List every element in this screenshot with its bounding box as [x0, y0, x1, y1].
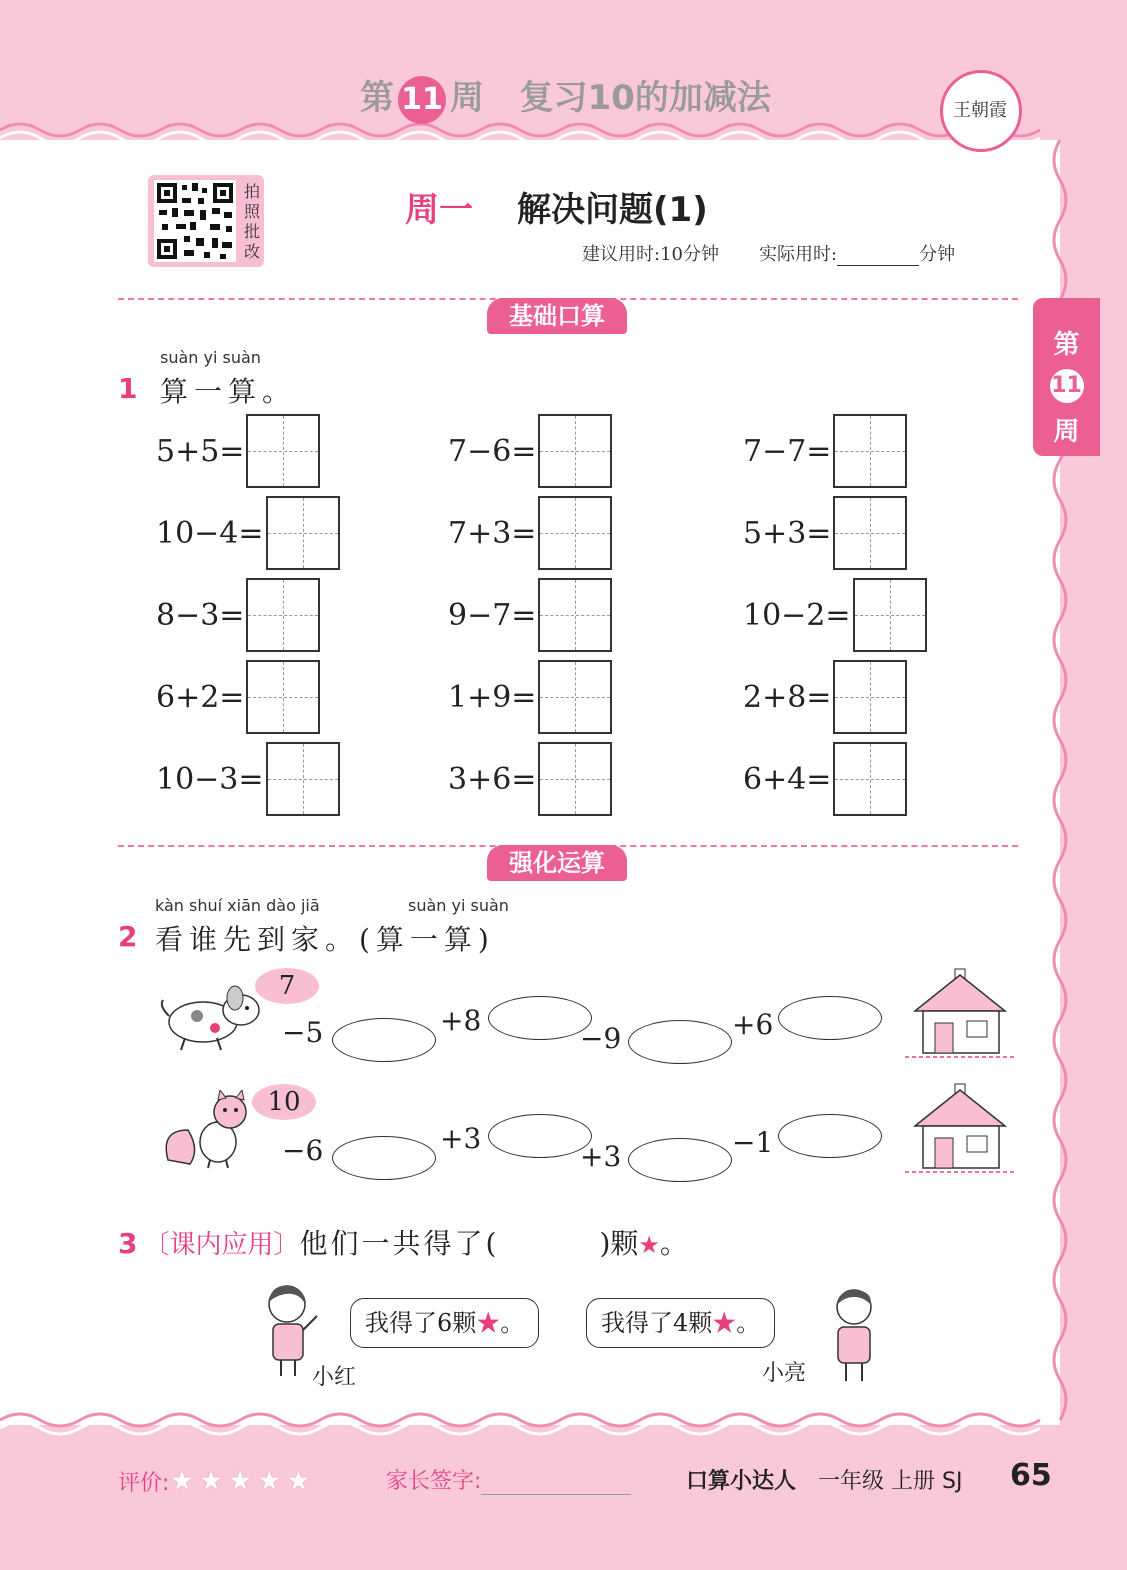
- equation-item: [156, 660, 320, 734]
- star-icon: ★: [712, 1309, 737, 1337]
- equation-text: 8−3=: [156, 597, 245, 633]
- left-speech-bubble: [350, 1298, 539, 1348]
- answer-box[interactable]: [833, 496, 907, 570]
- brand-logo-text: 王朝霞: [953, 100, 1007, 121]
- week-header: [360, 70, 771, 124]
- answer-box[interactable]: [833, 414, 907, 488]
- equation-item: [448, 742, 612, 816]
- operation-label: +3: [440, 1122, 482, 1155]
- question-2-text: 看谁先到家。(算一算): [155, 923, 495, 956]
- answer-oval[interactable]: [488, 1114, 592, 1158]
- equation-text: 7+3=: [448, 515, 537, 551]
- question-3-number: 3: [118, 1227, 138, 1260]
- qr-label: 拍照批改: [244, 182, 261, 261]
- equation-item: [743, 660, 907, 734]
- left-speech-period: 。: [500, 1309, 525, 1337]
- answer-box[interactable]: [266, 742, 340, 816]
- fox-icon: [160, 1090, 265, 1170]
- answer-box[interactable]: [246, 414, 320, 488]
- equation-text: 5+3=: [743, 515, 832, 551]
- star-icon: ★: [638, 1231, 660, 1259]
- equation-text: 9−7=: [448, 597, 537, 633]
- equation-text: 7−6=: [448, 433, 537, 469]
- operation-label: −6: [282, 1134, 324, 1167]
- start-number-bubble: 10: [252, 1084, 316, 1120]
- equation-text: 1+9=: [448, 679, 537, 715]
- house-icon: [905, 965, 1015, 1065]
- book-grade: 一年级 上册 SJ: [818, 1469, 963, 1494]
- right-child-name: 小亮: [762, 1361, 807, 1386]
- equation-item: [448, 414, 612, 488]
- equation-item: [156, 742, 340, 816]
- equation-text: 3+6=: [448, 761, 537, 797]
- section-tab-basic: 基础口算: [487, 298, 627, 334]
- question-3-period: 。: [659, 1227, 688, 1260]
- answer-oval[interactable]: [628, 1020, 732, 1064]
- equation-text: 10−2=: [743, 597, 851, 633]
- week-suffix: 周: [450, 78, 484, 118]
- week-prefix: 第: [360, 78, 394, 118]
- question-3-text-end: )颗: [599, 1227, 639, 1260]
- answer-box[interactable]: [833, 742, 907, 816]
- parent-sign-blank[interactable]: [481, 1474, 631, 1495]
- right-speech-period: 。: [736, 1309, 761, 1337]
- side-week-tab: [1033, 298, 1100, 456]
- equation-text: 10−3=: [156, 761, 264, 797]
- equation-item: [156, 578, 320, 652]
- rating: [118, 1464, 315, 1497]
- week-title: 复习10的加减法: [519, 78, 771, 118]
- suggested-time: 建议用时:10分钟: [582, 244, 719, 265]
- parent-signature: [386, 1464, 631, 1495]
- question-3-line: [118, 1222, 688, 1262]
- answer-box[interactable]: [538, 660, 612, 734]
- left-child-name: 小红: [312, 1365, 357, 1390]
- answer-oval[interactable]: [628, 1138, 732, 1182]
- question-1-pinyin: suàn yi suàn: [160, 348, 261, 367]
- operation-label: +6: [732, 1008, 774, 1041]
- right-speech-bubble: [586, 1298, 775, 1348]
- answer-box[interactable]: [833, 660, 907, 734]
- question-2-pinyin-1: kàn shuí xiān dào jiā: [155, 896, 320, 915]
- question-3-tag: 〔课内应用〕: [143, 1230, 300, 1260]
- answer-box[interactable]: [538, 742, 612, 816]
- side-tab-bottom: 周: [1053, 417, 1080, 447]
- equation-item: [743, 496, 907, 570]
- actual-time-blank[interactable]: [837, 247, 919, 266]
- equation-item: [448, 496, 612, 570]
- qr-code-icon[interactable]: [154, 180, 236, 262]
- left-speech-text: 我得了6颗: [365, 1309, 477, 1337]
- equation-item: [743, 578, 927, 652]
- side-tab-top: 第: [1053, 330, 1080, 360]
- house-icon: [905, 1080, 1015, 1180]
- operation-label: −9: [580, 1022, 622, 1055]
- equation-text: 6+4=: [743, 761, 832, 797]
- rating-stars[interactable]: ★★★★★: [169, 1464, 315, 1497]
- side-tab-number: 11: [1050, 369, 1084, 403]
- equation-item: [743, 742, 907, 816]
- answer-oval[interactable]: [778, 996, 882, 1040]
- equation-text: 5+5=: [156, 433, 245, 469]
- equation-item: [156, 496, 340, 570]
- week-number-badge: 11: [398, 76, 446, 124]
- start-number-bubble: 7: [255, 968, 319, 1004]
- time-line: [582, 240, 955, 266]
- answer-oval[interactable]: [332, 1136, 436, 1180]
- boy-icon: [818, 1285, 888, 1385]
- bottom-wave-border: [0, 1400, 1127, 1450]
- operation-label: −1: [732, 1126, 774, 1159]
- parent-sign-label: 家长签字:: [386, 1469, 482, 1494]
- minutes-label: 分钟: [919, 244, 956, 265]
- answer-oval[interactable]: [778, 1114, 882, 1158]
- answer-box[interactable]: [246, 578, 320, 652]
- right-speech-text: 我得了4颗: [601, 1309, 713, 1337]
- equation-item: [448, 660, 612, 734]
- question-1-text: 算一算。: [160, 375, 297, 408]
- section-tab-strengthen: 强化运算: [487, 845, 627, 881]
- actual-time-label: 实际用时:: [759, 244, 838, 265]
- book-title: 口算小达人: [686, 1469, 797, 1494]
- answer-box[interactable]: [246, 660, 320, 734]
- page-number: 65: [1010, 1458, 1052, 1493]
- operation-label: +8: [440, 1004, 482, 1037]
- question-2-number: 2: [118, 920, 138, 953]
- question-3-text: 他们一共得了(: [299, 1227, 500, 1260]
- equation-text: 2+8=: [743, 679, 832, 715]
- star-icon: ★: [476, 1309, 501, 1337]
- answer-oval[interactable]: [488, 996, 592, 1040]
- answer-box[interactable]: [538, 578, 612, 652]
- operation-label: +3: [580, 1140, 622, 1173]
- dog-icon: [155, 980, 265, 1052]
- equation-item: [156, 414, 320, 488]
- answer-box[interactable]: [853, 578, 927, 652]
- equation-text: 7−7=: [743, 433, 832, 469]
- equation-text: 10−4=: [156, 515, 264, 551]
- lesson-title: 解决问题(1): [517, 190, 708, 230]
- answer-box[interactable]: [538, 414, 612, 488]
- question-1-number: 1: [118, 372, 138, 405]
- equation-item: [743, 414, 907, 488]
- operation-label: −5: [282, 1016, 324, 1049]
- rating-label: 评价:: [118, 1471, 170, 1496]
- answer-oval[interactable]: [332, 1018, 436, 1062]
- equation-text: 6+2=: [156, 679, 245, 715]
- answer-box[interactable]: [266, 496, 340, 570]
- lesson-day: 周一: [405, 190, 473, 230]
- question-2-pinyin-2: suàn yi suàn: [408, 896, 509, 915]
- equation-item: [448, 578, 612, 652]
- answer-box[interactable]: [538, 496, 612, 570]
